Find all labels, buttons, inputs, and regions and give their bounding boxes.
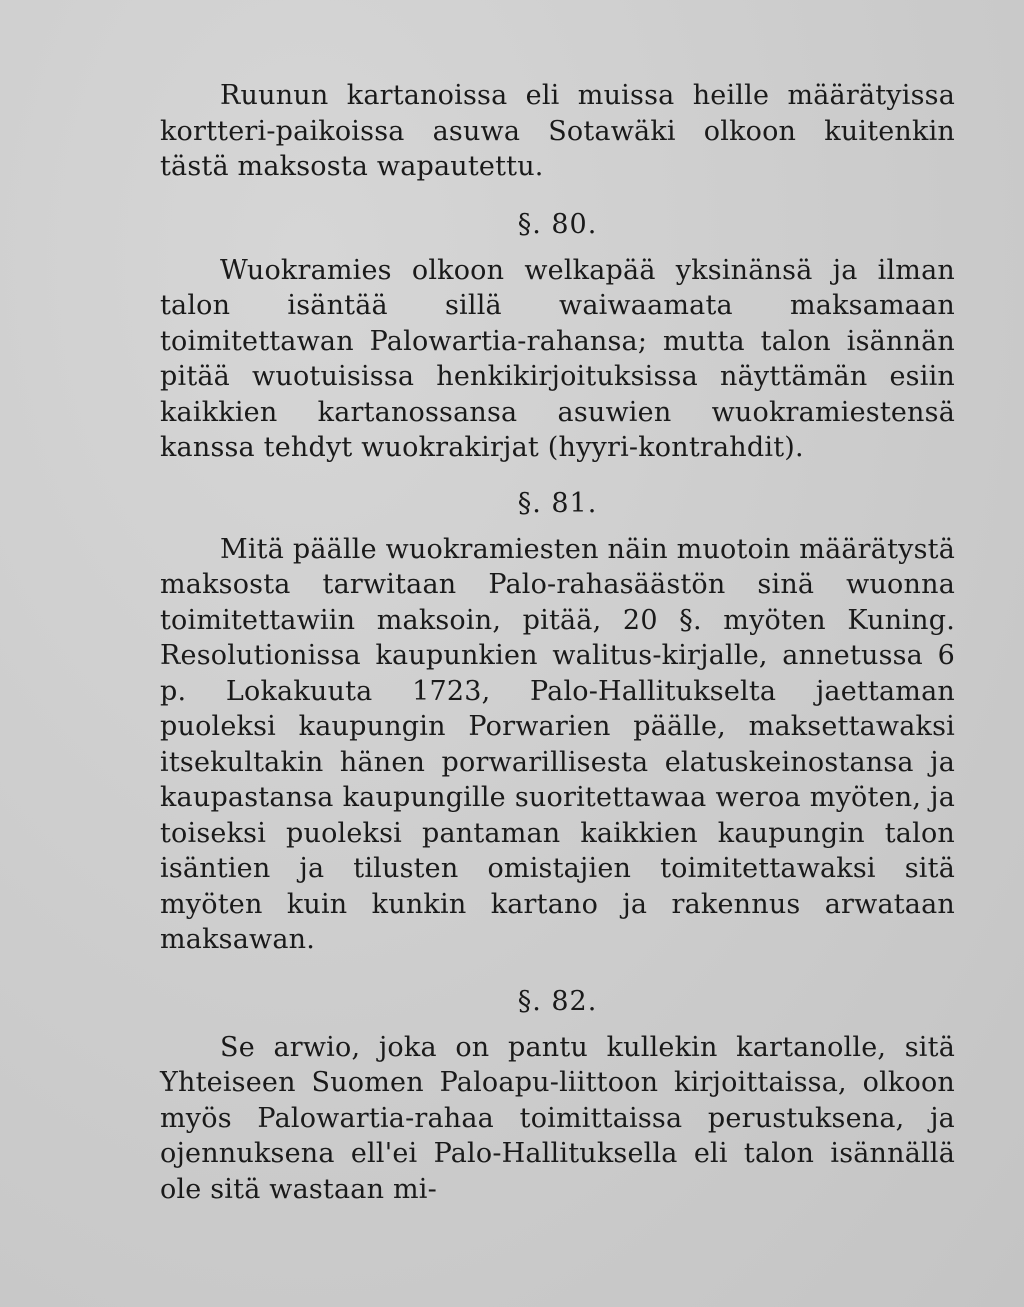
document-page <box>160 78 955 1207</box>
section-heading-80: §. 80. <box>517 208 598 240</box>
paragraph-text: Wuokramies olkoon welkapää yksinänsä ja ilman talon isäntää sillä waiwaamata maksamaan toimitettawan Palowartia-rahansa; mutta talon isännän pitää wuotuisissa henkikirjoituksissa näyttämän esiin kaikkien kartanossansa asuwien wuokramiestensä kanssa tehdyt wuokrakirjat (hyyri-kontrahdit). <box>160 254 955 463</box>
paragraph-mita-paalle <box>160 532 955 958</box>
paragraph-se-arwio <box>160 1030 955 1208</box>
paragraph-ruunun-kartanoissa <box>160 78 955 185</box>
section-heading-81: §. 81. <box>517 487 598 519</box>
paragraph-text: Ruunun kartanoissa eli muissa heille määrätyissa kortteri-paikoissa asuwa Sotawäki olkoon kuitenkin tästä maksosta wapautettu. <box>160 80 955 182</box>
paragraph-text: Se arwio, joka on pantu kullekin kartanolle, sitä Yhteiseen Suomen Paloapu-liittoon kirjoittaissa, olkoon myös Palowartia-rahaa toimittaissa perustuksena, ja ojennuksena ell'ei Palo-Hallituksella eli talon isännällä ole sitä wastaan mi- <box>160 1031 955 1205</box>
paragraph-text: Mitä päälle wuokramiesten näin muotoin määrätystä maksosta tarwitaan Palo-rahasäästön sinä wuonna toimitettawiin maksoin, pitää, 20 §. myöten Kuning. Resolutionissa kaupunkien walitus-kirjalle, annetussa 6 p. Lokakuuta 1723, Palo-Hallitukselta jaettaman puoleksi kaupungin Porwarien päälle, maksettawaksi itsekultakin hänen porwarillisesta elatuskeinostansa ja kaupastansa kaupungille suoritettawaa weroa myöten, ja toiseksi puoleksi pantaman kaikkien kaupungin talon isäntien ja tilusten omistajien toimitettawaksi sitä myöten kuin kunkin kartano ja rakennus arwataan maksawan. <box>160 533 955 955</box>
paragraph-wuokramies <box>160 253 955 466</box>
section-heading-82: §. 82. <box>517 985 598 1017</box>
